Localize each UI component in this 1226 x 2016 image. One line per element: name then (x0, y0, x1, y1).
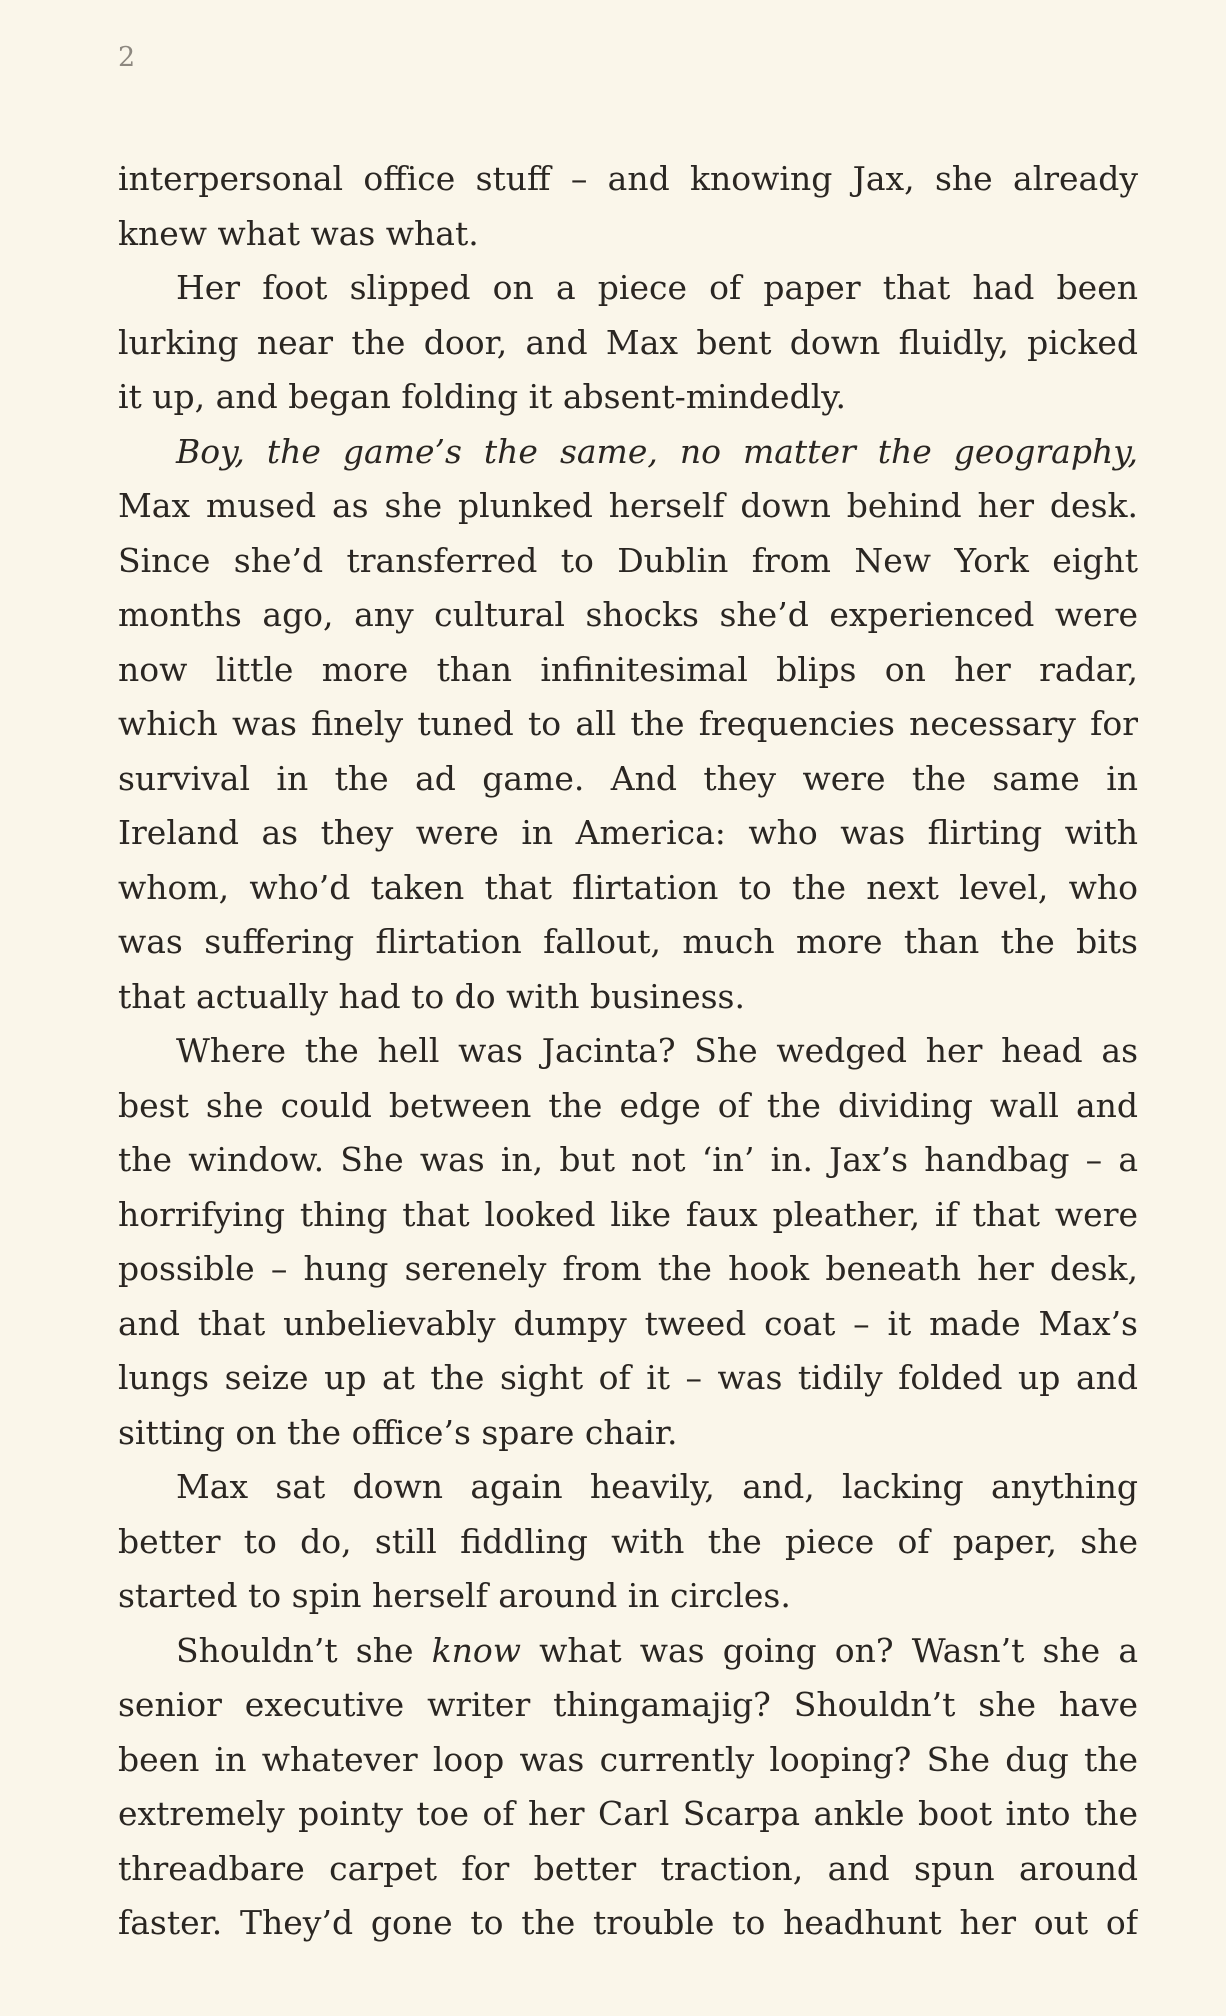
text-line: Max mused as she plunked herself down behind her desk. (118, 486, 1138, 525)
text-line: the window. She was in, but not ‘in’ in. Jax’s handbag – a (118, 1140, 1138, 1179)
text-line: possible – hung serenely from the hook beneath her desk, (118, 1249, 1138, 1288)
text-line: which was finely tuned to all the frequencies necessary for (118, 704, 1138, 743)
text-line: whom, who’d taken that flirtation to the next level, who (118, 867, 1138, 907)
text-line: knew what was what. (118, 213, 479, 253)
text-line (118, 1624, 1138, 1679)
text-fragment: what was going on? Wasn’t she a (539, 1630, 1138, 1670)
text-line: it up, and began folding it absent-mindedly. (118, 377, 846, 416)
text-line: senior executive writer thingamajig? Shouldn’t she have (118, 1685, 1138, 1724)
text-line: and that unbelievably dumpy tweed coat – it made Max’s (118, 1303, 1138, 1343)
text-line: was suffering flirtation fallout, much more than the bits (118, 922, 1138, 961)
text-line: extremely pointy toe of her Carl Scarpa ankle boot into the (118, 1794, 1138, 1833)
text-line: months ago, any cultural shocks she’d experienced were (118, 595, 1138, 634)
text-line: now little more than infinitesimal blips on her radar, (118, 649, 1138, 689)
text-line: best she could between the edge of the dividing wall and (118, 1085, 1138, 1125)
text-line: Her foot slipped on a piece of paper that had been (176, 268, 1138, 307)
text-fragment: Shouldn’t she (176, 1630, 414, 1670)
text-line: Ireland as they were in America: who was flirting with (118, 813, 1138, 852)
text-line: faster. They’d gone to the trouble to headhunt her out of (118, 1903, 1138, 1942)
text-line: that actually had to do with business. (118, 976, 745, 1016)
text-line: been in whatever loop was currently looping? She dug the (118, 1739, 1138, 1779)
text-line: Boy, the game’s the same, no matter the geography, (176, 431, 1138, 471)
text-line: lurking near the door, and Max bent down fluidly, picked (118, 322, 1138, 362)
text-line: Max sat down again heavily, and, lacking anything (176, 1467, 1138, 1506)
text-line: Where the hell was Jacinta? She wedged her head as (176, 1031, 1138, 1070)
body-text (118, 152, 1138, 1951)
text-line: sitting on the office’s spare chair. (118, 1412, 678, 1452)
text-line: started to spin herself around in circles. (118, 1576, 791, 1615)
page-number: 2 (118, 42, 136, 73)
emphasis-fragment: know (431, 1630, 522, 1670)
text-line: horrifying thing that looked like faux pleather, if that were (118, 1194, 1138, 1234)
text-line: survival in the ad game. And they were the same in (118, 758, 1138, 798)
text-line: better to do, still fiddling with the piece of paper, she (118, 1521, 1138, 1561)
text-line: threadbare carpet for better traction, and spun around (118, 1848, 1138, 1888)
text-line: lungs seize up at the sight of it – was tidily folded up and (118, 1358, 1138, 1397)
text-line: interpersonal office stuff – and knowing Jax, she already (118, 159, 1138, 198)
text-line: Since she’d transferred to Dublin from New York eight (118, 540, 1138, 580)
